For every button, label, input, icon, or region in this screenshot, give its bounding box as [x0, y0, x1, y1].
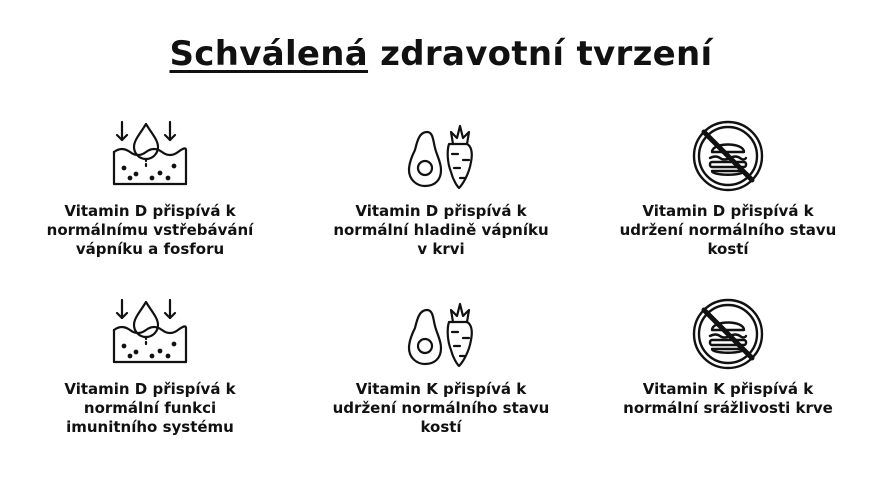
claim-card: [311, 296, 571, 437]
claim-line: kostí: [707, 240, 749, 258]
avocado-carrot-icon: [405, 296, 477, 368]
claim-line: Vitamin K přispívá k: [355, 380, 527, 398]
claim-line: Vitamin D přispívá k: [64, 202, 236, 220]
claim-text: [20, 202, 280, 259]
claim-text: [311, 202, 571, 259]
title-rest: zdravotní tvrzení: [380, 34, 713, 74]
claim-line: udržení normálního stavu: [332, 399, 550, 417]
claim-text: [311, 380, 571, 437]
claim-line: vápníku a fosforu: [75, 240, 225, 258]
claim-line: normálnímu vstřebávání: [46, 221, 254, 239]
claim-card: [598, 296, 858, 418]
claim-line: normální funkci: [83, 399, 217, 417]
avocado-carrot-icon: [405, 118, 477, 190]
claim-card: [20, 118, 280, 259]
claim-card: [20, 296, 280, 437]
page-title: [0, 30, 882, 78]
claim-card: [311, 118, 571, 259]
no-burger-icon: [688, 118, 768, 194]
claim-line: Vitamin K přispívá k: [642, 380, 814, 398]
claim-line: kostí: [420, 418, 462, 436]
claim-text: [598, 380, 858, 418]
claim-text: [598, 202, 858, 259]
water-absorption-icon: [110, 118, 190, 190]
claim-line: Vitamin D přispívá k: [355, 202, 527, 220]
claim-line: normální hladině vápníku: [333, 221, 549, 239]
claim-line: Vitamin D přispívá k: [64, 380, 236, 398]
title-underlined-word: Schválená: [169, 34, 369, 74]
claim-card: [598, 118, 858, 259]
no-burger-icon: [688, 296, 768, 372]
claim-line: normální srážlivosti krve: [623, 399, 833, 417]
claim-line: udržení normálního stavu: [619, 221, 837, 239]
water-absorption-icon: [110, 296, 190, 368]
claim-line: imunitního systému: [66, 418, 234, 436]
claim-text: [20, 380, 280, 437]
claim-line: Vitamin D přispívá k: [642, 202, 814, 220]
claim-line: v krvi: [417, 240, 465, 258]
